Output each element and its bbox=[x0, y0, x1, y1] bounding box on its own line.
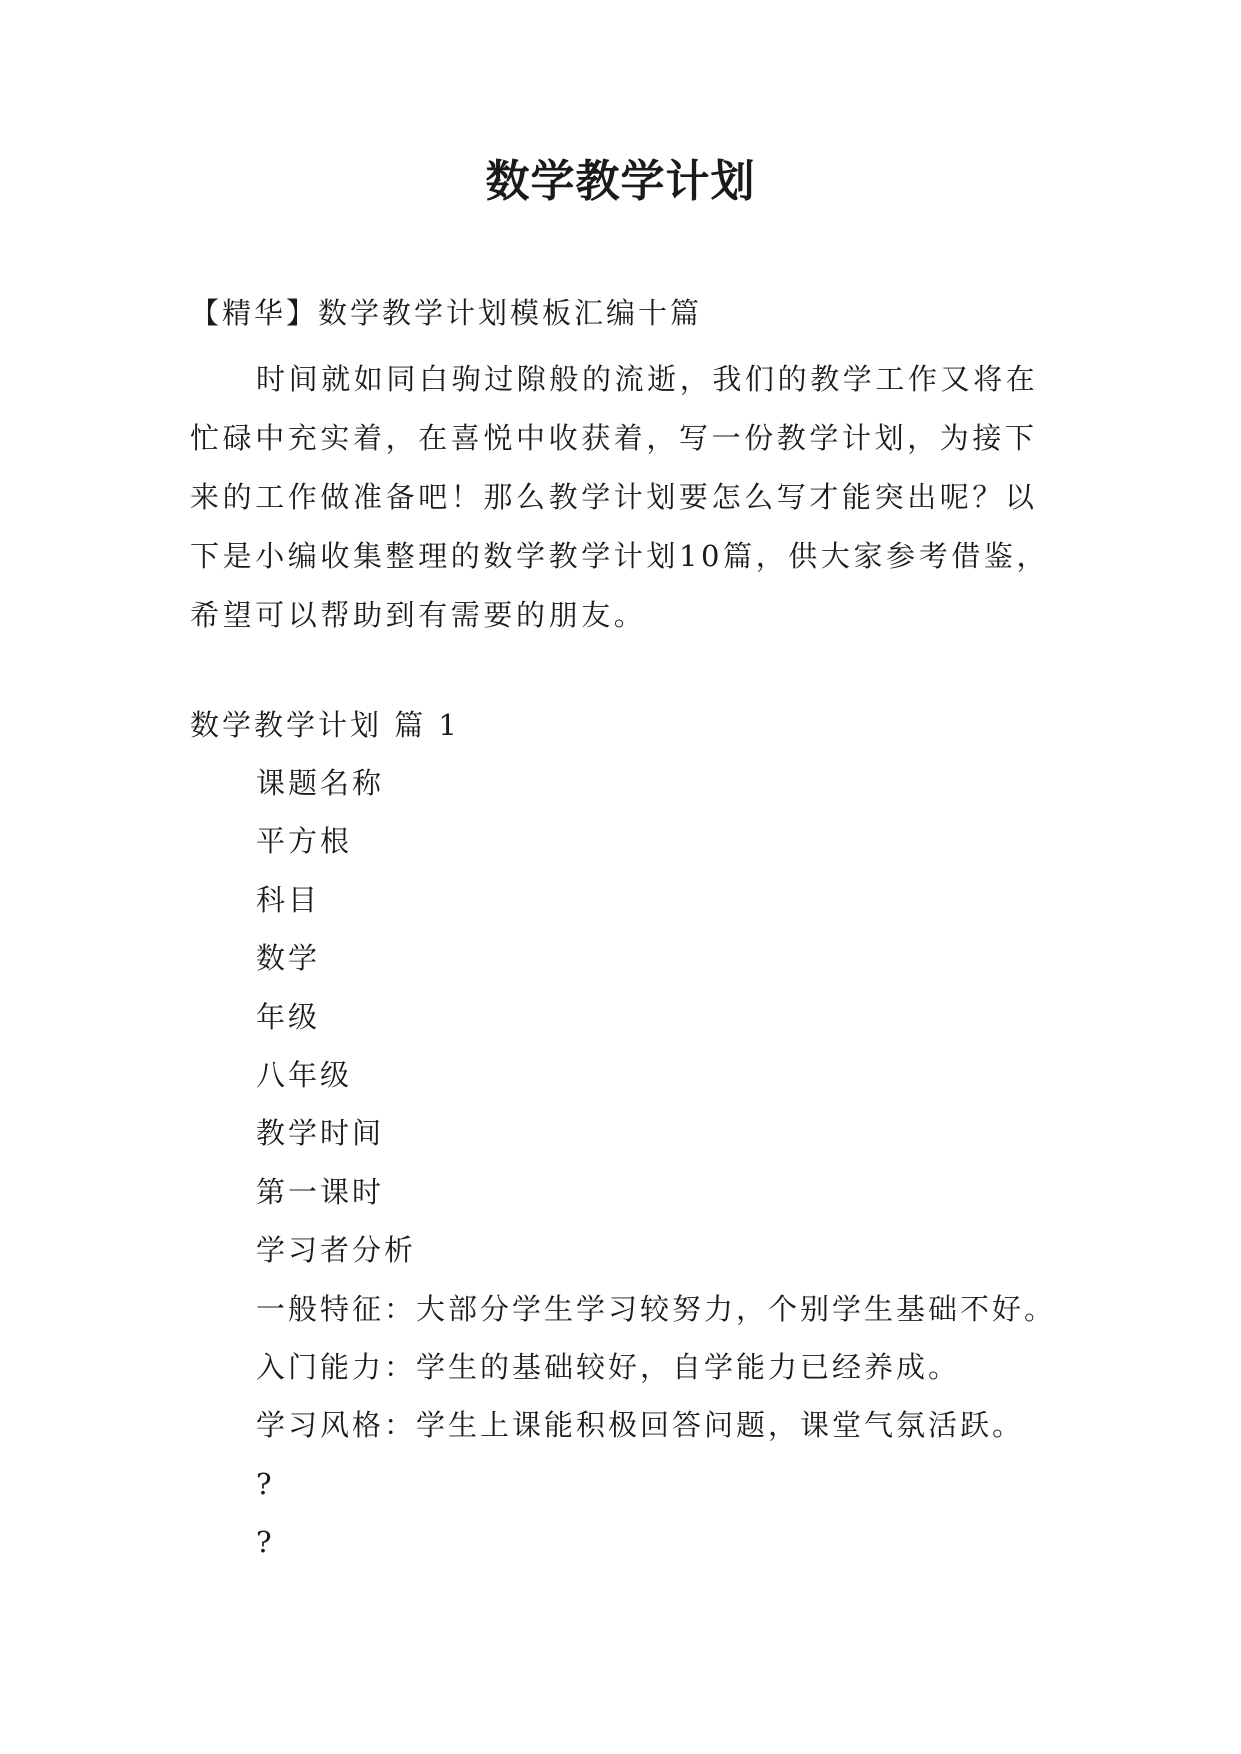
list-item: 学习者分析 bbox=[256, 1233, 417, 1268]
document-title: 数学教学计划 bbox=[485, 156, 756, 207]
list-item: 学习风格：学生上课能积极回答问题，课堂气氛活跃。 bbox=[256, 1408, 1025, 1443]
list-item: 年级 bbox=[256, 999, 321, 1034]
list-item: 第一课时 bbox=[256, 1174, 385, 1209]
list-item: 科目 bbox=[256, 882, 321, 917]
content-list bbox=[256, 754, 1056, 1571]
list-item: ? bbox=[256, 1525, 275, 1560]
list-item: 一般特征：大部分学生学习较努力，个别学生基础不好。 bbox=[256, 1291, 1057, 1326]
list-item: 教学时间 bbox=[256, 1116, 385, 1151]
list-item: 入门能力：学生的基础较好，自学能力已经养成。 bbox=[256, 1349, 961, 1384]
list-item: 课题名称 bbox=[256, 766, 385, 800]
document-subtitle: 【精华】数学教学计划模板汇编十篇 bbox=[190, 296, 703, 330]
list-item: 数学 bbox=[256, 941, 321, 976]
list-item: ? bbox=[256, 1466, 275, 1501]
section-heading: 数学教学计划 篇 1 bbox=[190, 708, 460, 742]
intro-paragraph: 时间就如同白驹过隙般的流逝，我们的教学工作又将在忙碌中充实着，在喜悦中收获着，写一份教学计划，为接下来的工作做准备吧！那么教学计划要怎么写才能突出呢？以下是小编收集整理的数学教学计划10篇，供大家参考借鉴，希望可以帮助到有需要的朋友。 bbox=[190, 362, 1050, 632]
list-item: 平方根 bbox=[256, 824, 353, 859]
list-item: 八年级 bbox=[256, 1057, 353, 1092]
